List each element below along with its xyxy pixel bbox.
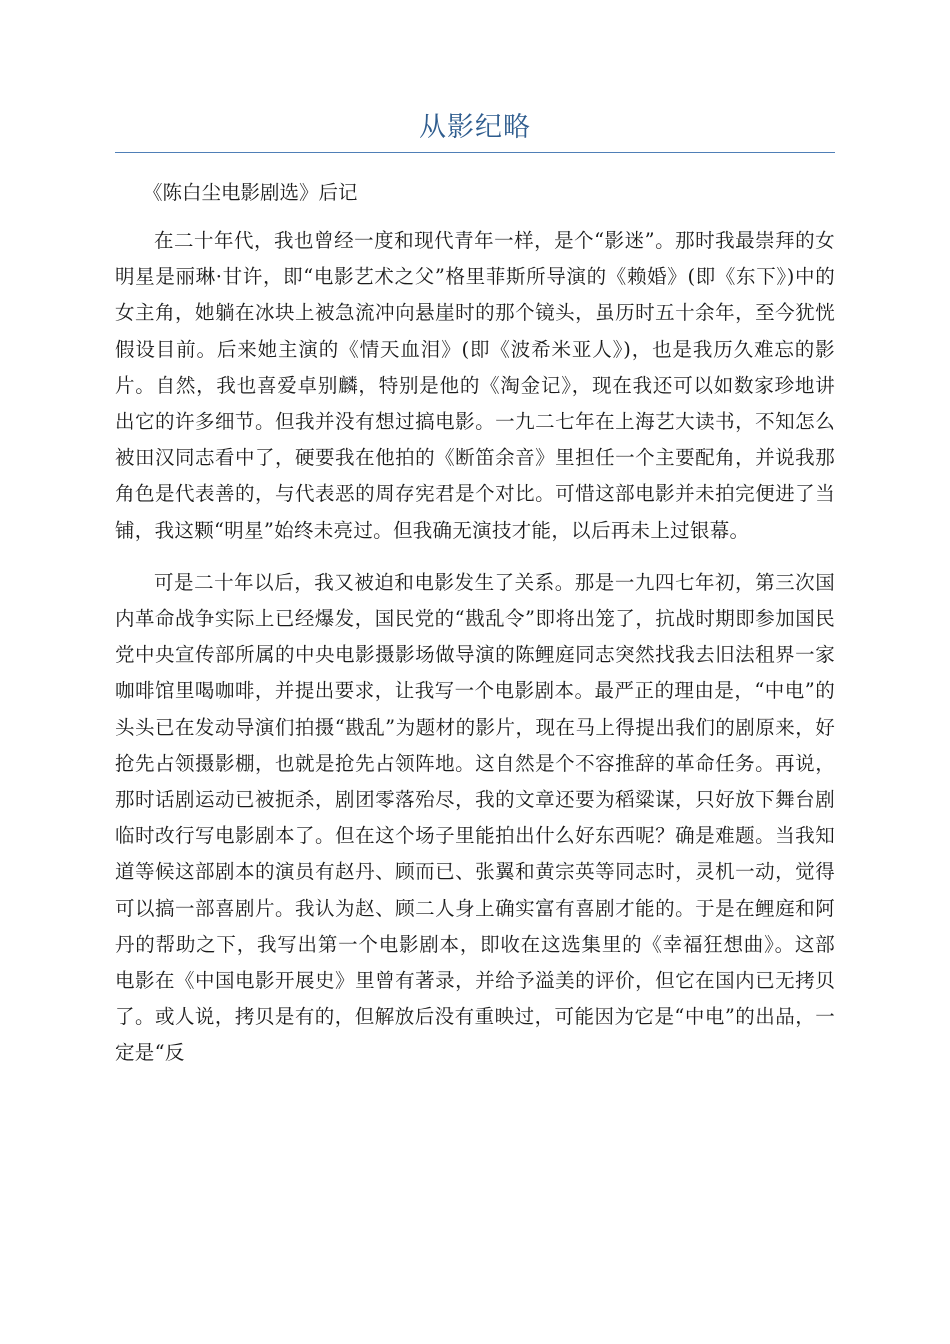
paragraph-2: 可是二十年以后，我又被迫和电影发生了关系。那是一九四七年初，第三次国内革命战争实际上已经爆发，国民党的“戡乱令”即将出笼了，抗战时期即参加国民党中央宣传部所属的中央电影摄影场做导演的陈鲤庭同志突然找我去旧法租界一家咖啡馆里喝咖啡，并提出要求，让我写一个电影剧本。最严正的理由是，“中电”的头头已在发动导演们拍摄“戡乱”为题材的影片，现在马上得提出我们的剧原来，好抢先占领摄影棚，也就是抢先占领阵地。这自然是个不容推辞的革命任务。再说，那时话剧运动已被扼杀，剧团零落殆尽，我的文章还要为稻粱谋，只好放下舞台剧临时改行写电影剧本了。但在这个场子里能拍出什么好东西呢？确是难题。当我知道等候这部剧本的演员有赵丹、顾而已、张翼和黄宗英等同志时，灵机一动，觉得可以搞一部喜剧片。我认为赵、顾二人身上确实富有喜剧才能的。于是在鲤庭和阿丹的帮助之下，我写出第一个电影剧本，即收在这选集里的《幸福狂想曲》。这部电影在《中国电影开展史》里曾有著录，并给予溢美的评价，但它在国内已无拷贝了。或人说，拷贝是有的，但解放后没有重映过，可能因为它是“中电”的出品，一定是“反 <box>115 570 835 1065</box>
document-page <box>115 108 835 1072</box>
document-title: 从影纪略 <box>115 108 835 153</box>
document-subtitle: 《陈白尘电影剧选》后记 <box>143 181 358 204</box>
paragraph-1: 在二十年代，我也曾经一度和现代青年一样，是个“影迷”。那时我最崇拜的女明星是丽琳·甘许，即“电影艺术之父”格里菲斯所导演的《赖婚》(即《东下》)中的女主角，她躺在冰块上被急流冲向悬崖时的那个镜头，虽历时五十余年，至今犹恍假设目前。后来她主演的《情天血泪》(即《波希米亚人》)，也是我历久难忘的影片。自然，我也喜爱卓别麟，特别是他的《淘金记》，现在我还可以如数家珍地讲出它的许多细节。但我并没有想过搞电影。一九二七年在上海艺大读书，不知怎么被田汉同志看中了，硬要我在他拍的《断笛余音》里担任一个主要配角，并说我那角色是代表善的，与代表恶的周存宪君是个对比。可惜这部电影并未拍完便进了当铺，我这颗“明星”始终未亮过。但我确无演技才能，以后再未上过银幕。 <box>115 229 835 542</box>
